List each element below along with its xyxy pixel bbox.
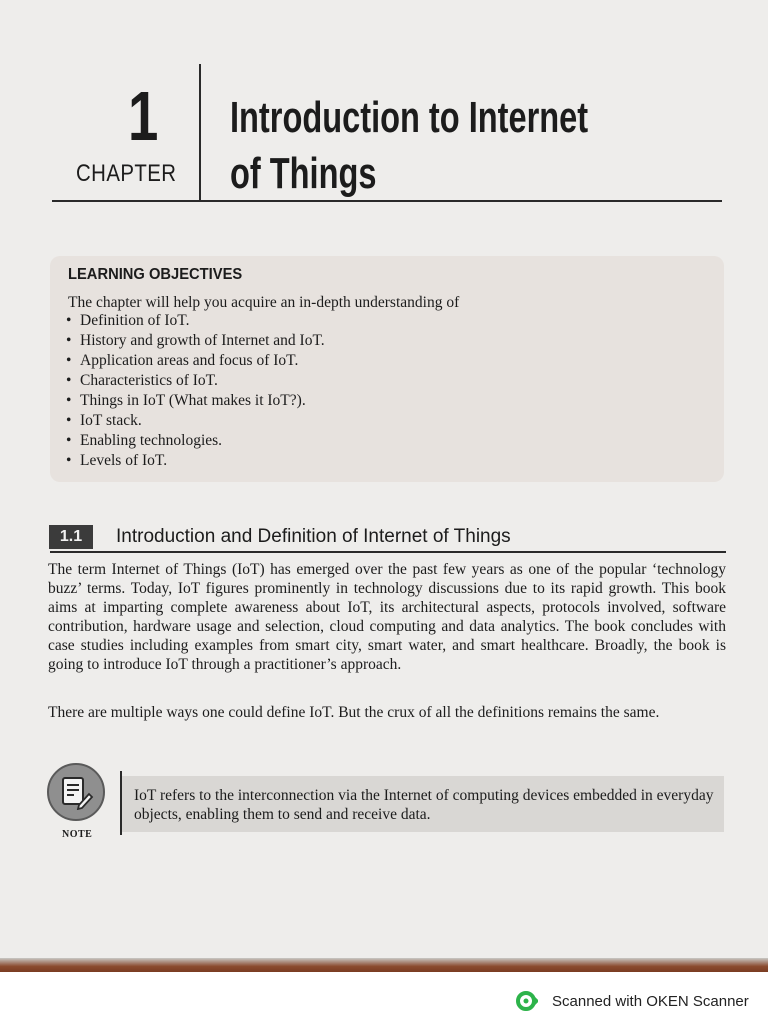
scanner-watermark[interactable] [516, 990, 749, 1012]
objective-item: • Levels of IoT. [66, 451, 325, 471]
chapter-title-line1: Introduction to Internet [230, 93, 589, 142]
objective-item: • Things in IoT (What makes it IoT?). [66, 391, 325, 411]
chapter-number: 1 [128, 77, 159, 155]
note-text: IoT refers to the interconnection via the Internet of computing devices embedded in everyday objects, enabling them to send and receive data. [134, 787, 714, 823]
learning-objectives-intro: The chapter will help you acquire an in-depth understanding of [68, 294, 460, 311]
objective-item: • History and growth of Internet and IoT. [66, 331, 325, 351]
scanner-text: Scanned with OKEN Scanner [552, 992, 749, 1010]
learning-objectives-heading: LEARNING OBJECTIVES [68, 266, 243, 283]
note-label: NOTE [62, 829, 93, 840]
section-rule [50, 551, 726, 553]
objective-item: • Application areas and focus of IoT. [66, 351, 325, 371]
chapter-title-line2: of Things [230, 149, 377, 198]
chapter-header-rule [52, 200, 722, 202]
chapter-title [230, 90, 588, 202]
objective-item: • IoT stack. [66, 411, 325, 431]
objective-item: • Definition of IoT. [66, 311, 325, 331]
note-pencil-icon [47, 763, 105, 821]
section-title: Introduction and Definition of Internet of Things [116, 526, 511, 547]
body-paragraph: There are multiple ways one could define IoT. But the crux of all the definitions remains the same. [48, 704, 660, 721]
oken-scanner-logo-icon [516, 990, 538, 1012]
learning-objectives-list [66, 311, 325, 471]
section-number-badge: 1.1 [49, 525, 93, 549]
body-paragraph: The term Internet of Things (IoT) has emerged over the past few years as one of the popular ‘technology buzz’ terms. Today, IoT figures prominently in technology discussions due to its rapid growth. This book aims at imparting complete awareness about IoT, its architectural aspects, protocols involved, software contribution, hardware usage and selection, cloud computing and data analytics. The book concludes with case studies including examples from smart city, smart water, and smart healthcare. Broadly, the book is going to introduce IoT through a practitioner’s approach. [48, 561, 726, 673]
note-divider [120, 771, 122, 835]
chapter-word: CHAPTER [76, 160, 177, 187]
objective-item: • Characteristics of IoT. [66, 371, 325, 391]
chapter-divider [199, 64, 201, 201]
objective-item: • Enabling technologies. [66, 431, 325, 451]
page-edge [0, 958, 768, 972]
